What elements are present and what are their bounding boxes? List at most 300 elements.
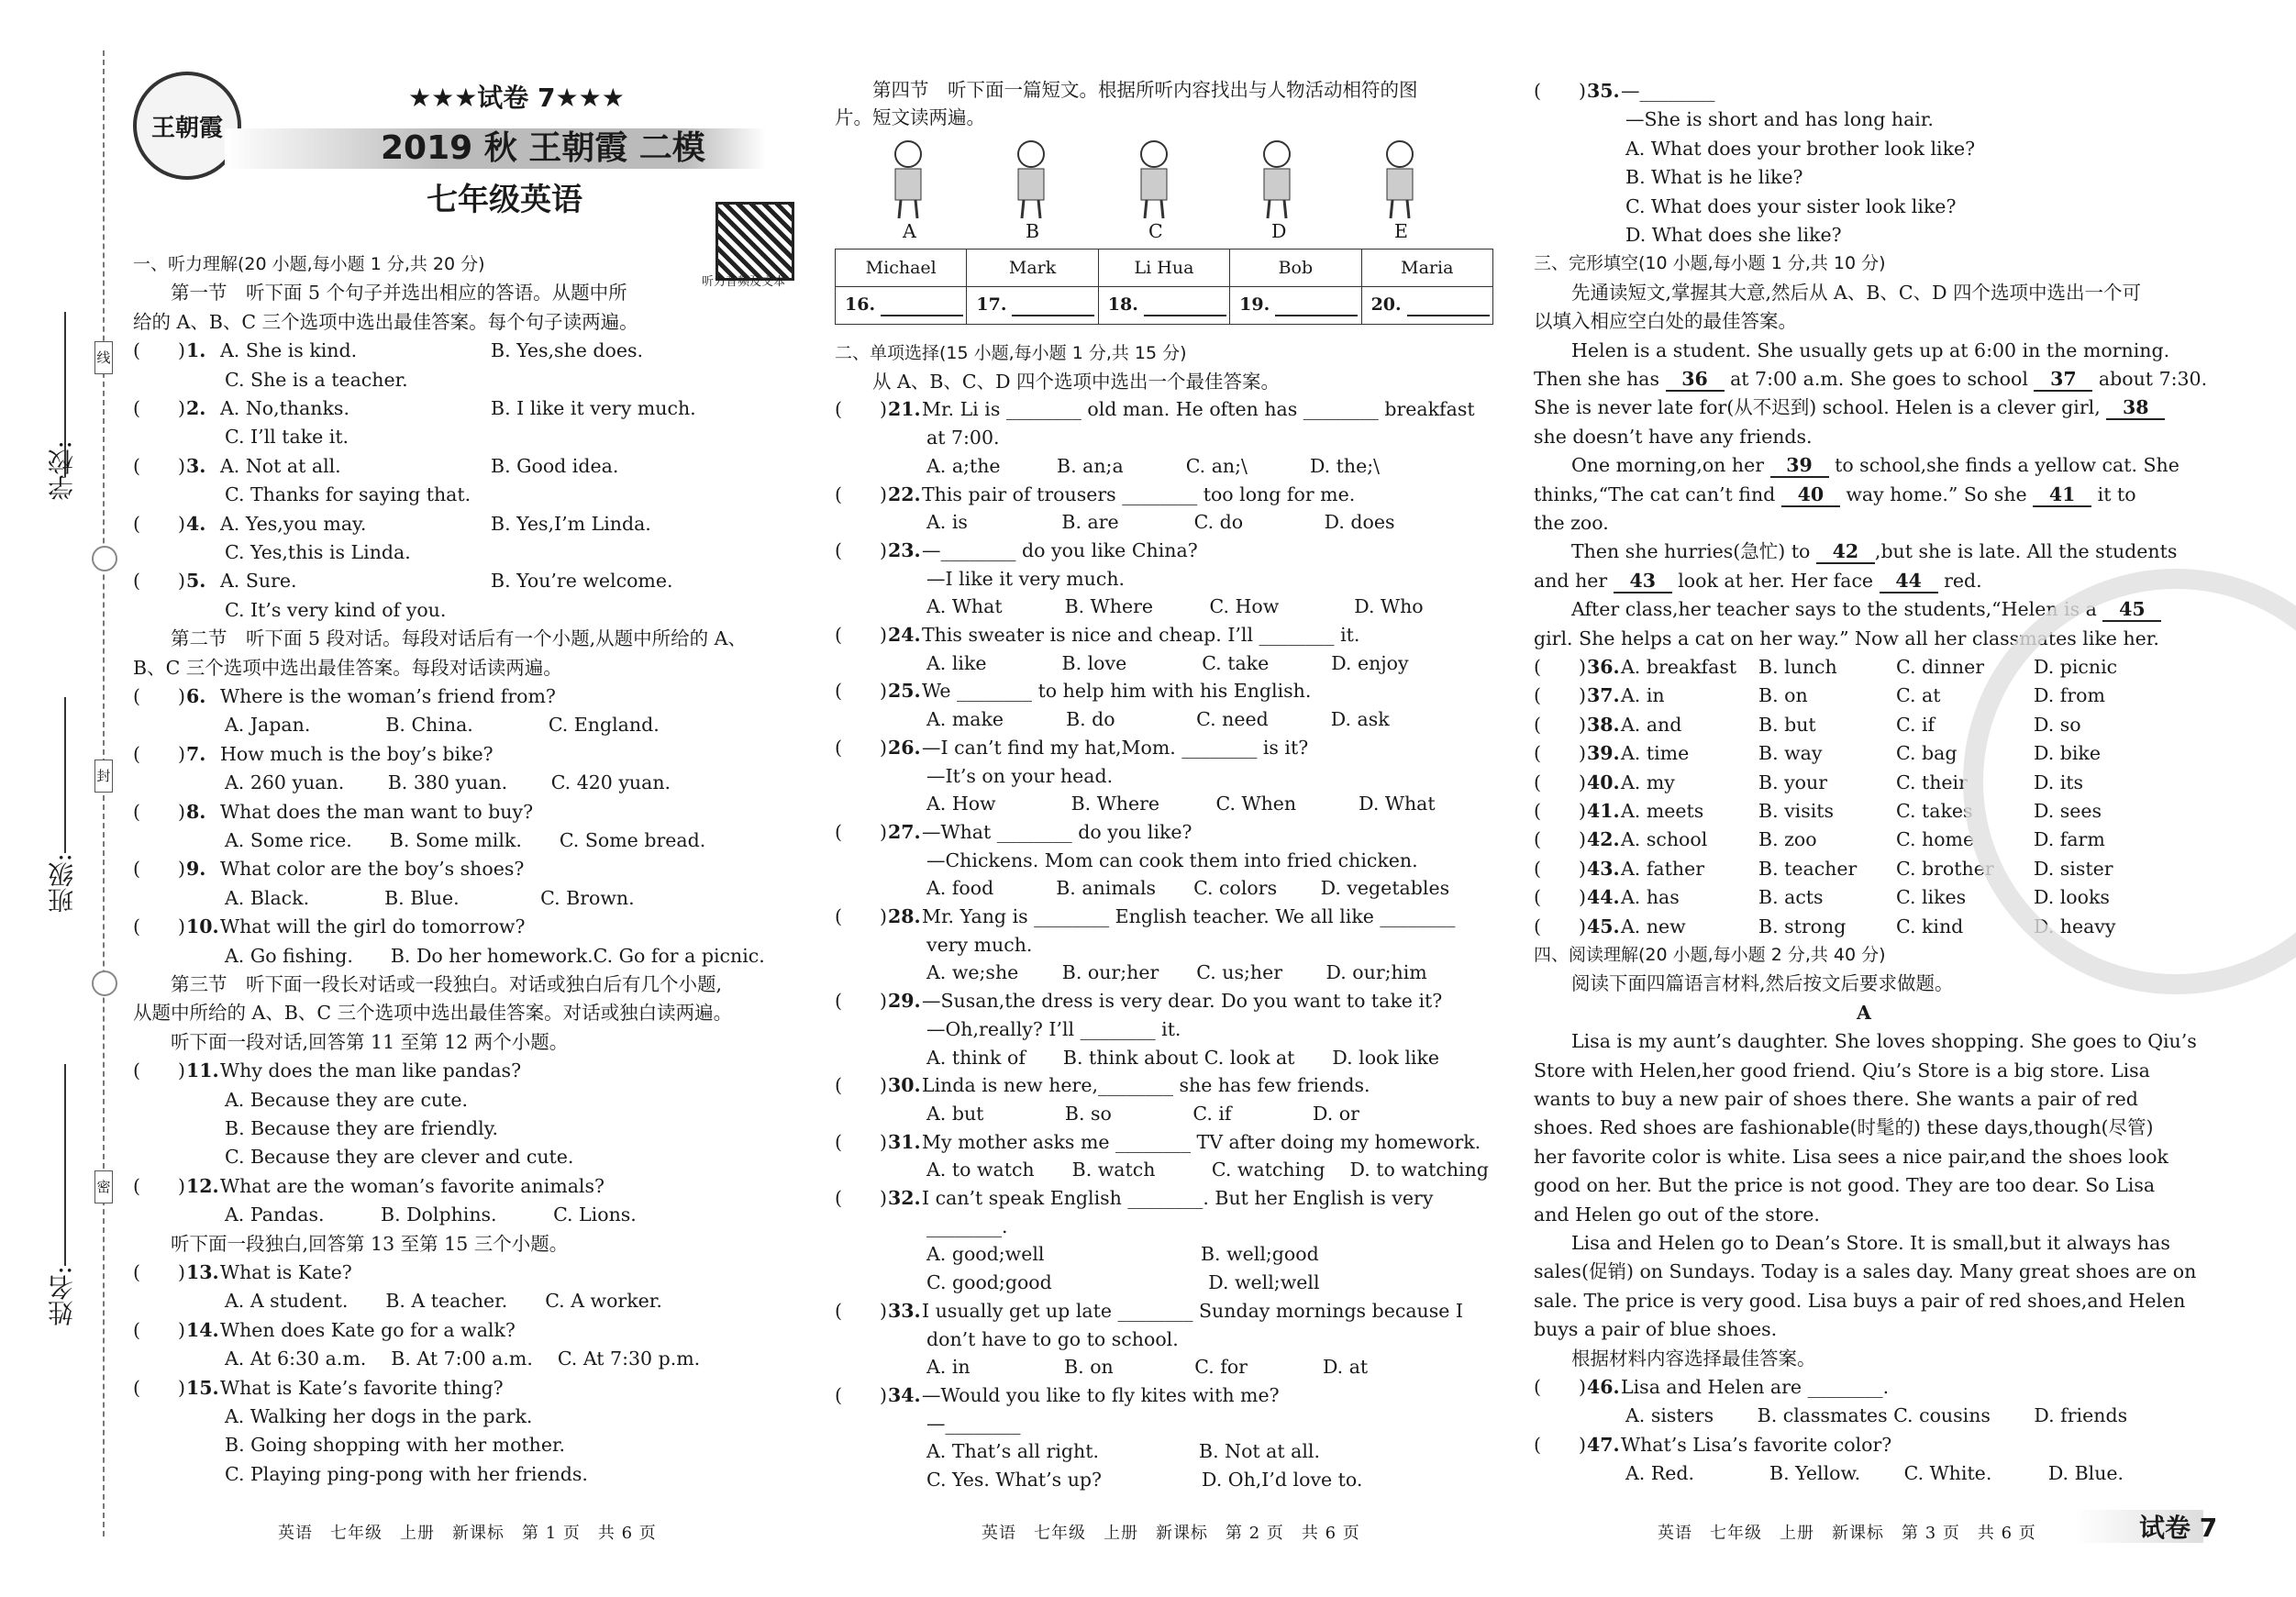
- text-line: her favorite color is white. Lisa sees a nice pair,and the shoes look: [1534, 1145, 2168, 1168]
- option-text: D. its: [2034, 771, 2084, 793]
- cloze-blank[interactable]: 36: [1666, 368, 1725, 392]
- matching-name-cell: Michael: [836, 250, 967, 287]
- matching-answer-cell[interactable]: [1098, 287, 1229, 325]
- question-number: 28.: [888, 905, 921, 927]
- question-text: —I can’t find my hat,Mom. ________ is it?: [922, 736, 1309, 759]
- matching-answer-cell[interactable]: [1361, 287, 1492, 325]
- question-number: 46.: [1587, 1376, 1620, 1398]
- answer-bracket[interactable]: ( ): [133, 512, 185, 535]
- answer-number: 17.: [976, 294, 1007, 315]
- seal-circle: [92, 970, 117, 996]
- text-line: A. Pandas. B. Dolphins. C. Lions.: [225, 1203, 637, 1226]
- text-line: Lisa and Helen go to Dean’s Store. It is small,but it always has: [1534, 1232, 2170, 1254]
- picture-label: A: [903, 220, 916, 242]
- option-text: C. at: [1896, 684, 1941, 707]
- option-text: C. if: [1896, 713, 1936, 736]
- text-line: ________.: [926, 1214, 1008, 1237]
- question-text: What color are the boy’s shoes?: [220, 858, 525, 881]
- option-text: A. in: [1621, 684, 1665, 707]
- question-number: 36.: [1587, 656, 1620, 678]
- question-number: 13.: [186, 1261, 219, 1283]
- text-line: B、C 三个选项中选出最佳答案。每段对话读两遍。: [133, 656, 562, 679]
- text-line: A. That’s all right. B. Not at all.: [926, 1440, 1320, 1463]
- answer-bracket[interactable]: ( ): [835, 482, 887, 505]
- answer-number: 19.: [1239, 294, 1270, 315]
- text-line: C. Playing ping-pong with her friends.: [225, 1462, 588, 1485]
- text-line: sale. The price is very good. Lisa buys a pair of red shoes,and Helen: [1534, 1289, 2186, 1312]
- question-text: A. Not at all.: [220, 454, 341, 477]
- answer-bracket[interactable]: ( ): [133, 915, 185, 938]
- text-line: 第二节 听下面 5 段对话。每段对话后有一个小题,从题中所给的 A、: [133, 627, 747, 650]
- cloze-blank[interactable]: 43: [1614, 570, 1672, 593]
- matching-name-cell: Mark: [967, 250, 1098, 287]
- paper-subtitle: 七年级英语: [427, 182, 582, 218]
- matching-answer-cell[interactable]: [967, 287, 1098, 325]
- text-line: A. like B. love C. take D. enjoy: [926, 651, 1409, 674]
- option-text: C. dinner: [1896, 656, 1985, 678]
- question-text: How much is the boy’s bike?: [220, 742, 494, 765]
- question-text: My mother asks me ________ TV after doing my homework.: [922, 1130, 1481, 1153]
- cloze-text: Helen is a student. She usually gets up at 6:00 in the morning.: [1534, 338, 2170, 361]
- option-text: B. zoo: [1758, 828, 1817, 851]
- name-label: 姓名:: [47, 1266, 77, 1326]
- section-heading: 二、单项选择(15 小题,每小题 1 分,共 15 分): [835, 343, 1187, 363]
- text-line: B. Going shopping with her mother.: [225, 1434, 566, 1457]
- cloze-line: [1534, 483, 2136, 507]
- answer-bracket[interactable]: ( ): [133, 1174, 185, 1197]
- question-number: 38.: [1587, 713, 1620, 736]
- text-line: B. What is he like?: [1625, 166, 1803, 189]
- question-number: 41.: [1587, 800, 1620, 822]
- section-heading: 四、阅读理解(20 小题,每小题 2 分,共 40 分): [1534, 945, 1886, 965]
- text-line: A. How B. Where C. When D. What: [926, 793, 1436, 815]
- cloze-text: look at her. Her face: [1671, 569, 1880, 592]
- option-text: B. Good idea.: [491, 454, 619, 477]
- cloze-text: ,but she is late. All the students: [1874, 540, 2178, 563]
- option-text: B. acts: [1758, 886, 1824, 909]
- text-line: C. What does your sister look like?: [1625, 194, 1957, 217]
- question-number: 42.: [1587, 828, 1620, 851]
- footer-page-3: 英语 七年级 上册 新课标 第 3 页 共 6 页: [1658, 1524, 2036, 1543]
- text-line: 从 A、B、C、D 四个选项中选出一个最佳答案。: [835, 370, 1281, 393]
- question-text: What will the girl do tomorrow?: [220, 915, 526, 938]
- text-line: A. Walking her dogs in the park.: [225, 1405, 533, 1427]
- option-text: D. farm: [2034, 828, 2105, 851]
- option-text: D. so: [2034, 713, 2081, 736]
- text-line: A. 260 yuan. B. 380 yuan. C. 420 yuan.: [225, 771, 671, 794]
- answer-bracket[interactable]: ( ): [835, 538, 887, 561]
- text-line: Store with Helen,her good friend. Qiu’s Store is a big store. Lisa: [1534, 1059, 2150, 1081]
- question-text: We ________ to help him with his English.: [922, 680, 1312, 703]
- cloze-text: way home.” So she: [1839, 482, 2034, 505]
- text-line: A. A student. B. A teacher. C. A worker.: [225, 1290, 662, 1313]
- seal-word-line: 线: [94, 341, 113, 374]
- option-text: B. visits: [1758, 800, 1835, 822]
- text-line: C. good;good D. well;well: [926, 1271, 1320, 1294]
- question-number: 34.: [888, 1383, 921, 1406]
- brand-logo: 王朝霞: [133, 72, 241, 180]
- option-text: A. father: [1621, 857, 1705, 880]
- seal-circle: [92, 546, 117, 571]
- question-number: 4.: [186, 512, 206, 535]
- question-number: 43.: [1587, 857, 1620, 880]
- question-number: 47.: [1587, 1433, 1620, 1456]
- text-line: 根据材料内容选择最佳答案。: [1534, 1347, 1816, 1370]
- class-label: 班级:: [47, 853, 77, 914]
- text-line: A. Japan. B. China. C. England.: [225, 714, 660, 737]
- text-line: A: [1857, 1001, 1871, 1024]
- question-number: 3.: [186, 454, 206, 477]
- text-line: —She is short and has long hair.: [1625, 108, 1934, 131]
- question-text: A. No,thanks.: [220, 397, 349, 419]
- picture-label: D: [1271, 220, 1287, 242]
- answer-bracket[interactable]: ( ): [1534, 857, 1586, 880]
- option-text: B. Yes,I’m Linda.: [491, 512, 651, 535]
- answer-bracket[interactable]: ( ): [133, 1376, 185, 1399]
- cloze-blank[interactable]: 44: [1880, 570, 1938, 593]
- option-text: A. has: [1621, 886, 1680, 909]
- cloze-text: thinks,“The cat can’t find: [1534, 482, 1781, 505]
- option-text: A. school: [1621, 828, 1708, 851]
- question-text: Where is the woman’s friend from?: [220, 685, 556, 707]
- question-text: Linda is new here,________ she has few friends.: [922, 1074, 1370, 1097]
- answer-bracket[interactable]: ( ): [1534, 771, 1586, 793]
- answer-bracket[interactable]: ( ): [1534, 684, 1586, 707]
- text-line: C. Yes. What’s up? D. Oh,I’d love to.: [926, 1469, 1363, 1491]
- answer-bracket[interactable]: ( ): [835, 1299, 887, 1322]
- cloze-line: [1534, 454, 2180, 478]
- answer-bracket[interactable]: ( ): [1534, 1376, 1586, 1398]
- question-number: 32.: [888, 1187, 921, 1209]
- question-number: 30.: [888, 1074, 921, 1097]
- text-line: 听下面一段对话,回答第 11 至第 12 两个小题。: [133, 1030, 569, 1053]
- option-text: D. sees: [2034, 800, 2102, 822]
- person-illustration: [1249, 138, 1304, 220]
- option-text: D. looks: [2034, 886, 2110, 909]
- footer-page-1: 英语 七年级 上册 新课标 第 1 页 共 6 页: [278, 1524, 657, 1543]
- question-text: Mr. Li is ________ old man. He often has ________ breakfast: [922, 398, 1475, 421]
- option-text: B. teacher: [1758, 857, 1858, 880]
- question-number: 1.: [186, 339, 206, 362]
- cloze-text: and her: [1534, 569, 1614, 592]
- cloze-blank[interactable]: 41: [2033, 483, 2091, 507]
- text-line: A. sisters B. classmates C. cousins D. friends: [1625, 1404, 2128, 1427]
- question-number: 35.: [1587, 80, 1620, 102]
- question-text: A. Yes,you may.: [220, 512, 367, 535]
- answer-bracket[interactable]: ( ): [133, 742, 185, 765]
- option-text: C. likes: [1896, 886, 1967, 909]
- picture-label: C: [1148, 220, 1163, 242]
- question-number: 10.: [186, 915, 219, 938]
- section4-intro: 片。短文读两遍。: [835, 106, 985, 128]
- question-text: I usually get up late ________ Sunday mornings because I: [922, 1299, 1464, 1322]
- text-line: 第三节 听下面一段长对话或一段独白。对话或独白后有几个小题,: [133, 973, 723, 995]
- cloze-text: Then she hurries(急忙) to: [1534, 540, 1816, 563]
- answer-bracket[interactable]: ( ): [133, 397, 185, 419]
- question-number: 2.: [186, 397, 206, 419]
- option-text: A. meets: [1621, 800, 1704, 822]
- cloze-text: After class,her teacher says to the students,“Helen is a: [1534, 598, 2103, 621]
- answer-bracket[interactable]: ( ): [1534, 915, 1586, 937]
- answer-bracket[interactable]: ( ): [1534, 828, 1586, 851]
- cloze-text: she doesn’t have any friends.: [1534, 425, 1813, 448]
- footer-badge: 试卷 7: [2139, 1513, 2218, 1543]
- cloze-text: One morning,on her: [1534, 454, 1770, 477]
- option-text: B. Yes,she does.: [491, 339, 644, 362]
- seal-word-seal: 封: [94, 760, 113, 793]
- answer-bracket[interactable]: ( ): [133, 570, 185, 593]
- answer-bracket[interactable]: ( ): [133, 1261, 185, 1283]
- question-number: 12.: [186, 1174, 219, 1197]
- cloze-text: red.: [1937, 569, 1982, 592]
- option-text: D. heavy: [2034, 915, 2116, 937]
- paper-title: 2019 秋 王朝霞 二模: [381, 129, 705, 167]
- cloze-line: [1534, 540, 2177, 564]
- name-field[interactable]: [64, 1064, 66, 1266]
- option-text: C. kind: [1896, 915, 1964, 937]
- text-line: 从题中所给的 A、B、C 三个选项中选出最佳答案。对话或独白读两遍。: [133, 1002, 733, 1025]
- answer-bracket[interactable]: ( ): [835, 736, 887, 759]
- seal-word-secret: 密: [94, 1170, 113, 1203]
- question-text: —________: [1621, 80, 1715, 102]
- cloze-line: [1534, 396, 2165, 420]
- option-text: A. breakfast: [1621, 656, 1737, 678]
- cloze-blank[interactable]: 45: [2102, 598, 2161, 622]
- cloze-blank[interactable]: 40: [1781, 483, 1840, 507]
- option-text: A. my: [1621, 771, 1675, 793]
- class-field[interactable]: [64, 697, 66, 853]
- question-text: —________ do you like China?: [922, 538, 1198, 561]
- option-text: B. I like it very much.: [491, 397, 696, 419]
- option-text: D. from: [2034, 684, 2105, 707]
- option-text: A. time: [1621, 742, 1690, 765]
- answer-blank[interactable]: [1275, 294, 1358, 316]
- option-text: B. but: [1758, 713, 1816, 736]
- text-line: —I like it very much.: [926, 567, 1126, 590]
- answer-bracket[interactable]: ( ): [835, 1187, 887, 1209]
- cloze-text: at 7:00 a.m. She goes to school: [1724, 368, 2035, 390]
- person-illustration: [881, 138, 936, 220]
- question-number: 44.: [1587, 886, 1620, 909]
- cloze-text: about 7:30.: [2092, 368, 2208, 390]
- question-number: 33.: [888, 1299, 921, 1322]
- question-text: I can’t speak English ________. But her English is very: [922, 1187, 1434, 1209]
- text-line: 听下面一段独白,回答第 13 至第 15 三个小题。: [133, 1232, 569, 1255]
- text-line: sales(促销) on Sundays. Today is a sales day. Many great shoes are on: [1534, 1260, 2197, 1283]
- text-line: A. a;the B. an;a C. an;\ D. the;\: [926, 454, 1381, 477]
- text-line: 先通读短文,掌握其大意,然后从 A、B、C、D 四个选项中选出一个可: [1534, 281, 2142, 304]
- text-line: don’t have to go to school.: [926, 1327, 1179, 1350]
- option-text: B. way: [1758, 742, 1823, 765]
- text-line: A. to watch B. watch C. watching D. to watching: [926, 1159, 1489, 1181]
- answer-bracket[interactable]: ( ): [835, 398, 887, 421]
- picture-label: B: [1026, 220, 1040, 242]
- answer-bracket[interactable]: ( ): [1534, 800, 1586, 822]
- answer-bracket[interactable]: ( ): [835, 1074, 887, 1097]
- cloze-text: it to: [2091, 482, 2136, 505]
- question-number: 40.: [1587, 771, 1620, 793]
- answer-number: 20.: [1370, 294, 1402, 315]
- text-line: C. Because they are clever and cute.: [225, 1146, 574, 1169]
- answer-bracket[interactable]: ( ): [835, 1383, 887, 1406]
- cloze-blank[interactable]: 39: [1770, 454, 1829, 478]
- text-line: A. good;well B. well;good: [926, 1243, 1319, 1266]
- cloze-blank[interactable]: 38: [2106, 396, 2165, 420]
- text-line: —It’s on your head.: [926, 764, 1114, 787]
- option-text: B. strong: [1758, 915, 1847, 937]
- text-line: shoes. Red shoes are fashionable(时髦的) these days,though(尽管): [1534, 1116, 2154, 1139]
- matching-answer-cell[interactable]: [836, 287, 967, 325]
- text-line: 第一节 听下面 5 个句子并选出相应的答语。从题中所: [133, 282, 627, 305]
- answer-bracket[interactable]: ( ): [835, 624, 887, 646]
- question-text: This pair of trousers ________ too long for me.: [922, 482, 1356, 505]
- picture-label: E: [1394, 220, 1408, 242]
- text-line: 阅读下面四篇语言材料,然后按文后要求做题。: [1534, 972, 1954, 995]
- text-line: 以填入相应空白处的最佳答案。: [1534, 310, 1797, 333]
- answer-bracket[interactable]: ( ): [1534, 713, 1586, 736]
- question-number: 6.: [186, 685, 206, 707]
- answer-blank[interactable]: [1407, 294, 1490, 316]
- section-heading: 三、完形填空(10 小题,每小题 1 分,共 10 分): [1534, 253, 1886, 274]
- text-line: C. She is a teacher.: [225, 368, 408, 391]
- option-text: C. their: [1896, 771, 1968, 793]
- question-text: Why does the man like pandas?: [220, 1059, 522, 1082]
- answer-bracket[interactable]: ( ): [133, 454, 185, 477]
- question-number: 22.: [888, 482, 921, 505]
- question-number: 9.: [186, 858, 206, 881]
- text-line: A. Some rice. B. Some milk. C. Some bread.: [225, 829, 706, 851]
- option-text: A. new: [1621, 915, 1686, 937]
- question-number: 8.: [186, 800, 206, 823]
- answer-bracket[interactable]: ( ): [133, 858, 185, 881]
- answer-bracket[interactable]: ( ): [835, 905, 887, 927]
- text-line: A. but B. so C. if D. or: [926, 1102, 1359, 1125]
- question-number: 25.: [888, 680, 921, 703]
- question-text: Lisa and Helen are ________.: [1621, 1376, 1890, 1398]
- option-text: D. sister: [2034, 857, 2113, 880]
- answer-bracket[interactable]: ( ): [1534, 742, 1586, 765]
- question-number: 45.: [1587, 915, 1620, 937]
- text-line: D. What does she like?: [1625, 224, 1842, 246]
- option-text: C. home: [1896, 828, 1975, 851]
- text-line: A. make B. do C. need D. ask: [926, 708, 1390, 731]
- question-number: 5.: [186, 570, 206, 593]
- qr-code[interactable]: [715, 202, 794, 281]
- text-line: A. What B. Where C. How D. Who: [926, 595, 1424, 618]
- question-number: 29.: [888, 990, 921, 1013]
- question-text: Mr. Yang is ________ English teacher. We all like ________: [922, 905, 1456, 927]
- school-label: 学校:: [47, 440, 77, 501]
- answer-blank[interactable]: [1012, 294, 1094, 316]
- matching-name-cell: Maria: [1361, 250, 1492, 287]
- cloze-blank[interactable]: 37: [2034, 368, 2092, 392]
- text-line: buys a pair of blue shoes.: [1534, 1318, 1778, 1341]
- question-text: A. Sure.: [220, 570, 297, 593]
- question-text: A. She is kind.: [220, 339, 358, 362]
- question-number: 37.: [1587, 684, 1620, 707]
- text-line: A. in B. on C. for D. at: [926, 1356, 1369, 1379]
- person-illustration: [1126, 138, 1181, 220]
- question-text: —Would you like to fly kites with me?: [922, 1383, 1280, 1406]
- answer-blank[interactable]: [881, 294, 963, 316]
- answer-bracket[interactable]: ( ): [133, 1059, 185, 1082]
- cloze-line: [1534, 339, 2169, 361]
- answer-bracket[interactable]: ( ): [1534, 656, 1586, 678]
- text-line: A. At 6:30 a.m. B. At 7:00 a.m. C. At 7:30 p.m.: [225, 1347, 701, 1370]
- answer-bracket[interactable]: ( ): [835, 680, 887, 703]
- question-number: 15.: [186, 1376, 219, 1399]
- text-line: C. I’ll take it.: [225, 426, 349, 449]
- question-text: This sweater is nice and cheap. I’ll ________ it.: [922, 624, 1360, 646]
- answer-number: 16.: [845, 294, 876, 315]
- question-text: What’s Lisa’s favorite color?: [1621, 1433, 1892, 1456]
- text-line: C. Thanks for saying that.: [225, 483, 471, 506]
- option-text: B. lunch: [1758, 656, 1837, 678]
- option-text: C. bag: [1896, 742, 1958, 765]
- text-line: wants to buy a new pair of shoes there. She wants a pair of red: [1534, 1088, 2138, 1110]
- text-line: A. Because they are cute.: [225, 1088, 469, 1111]
- cloze-text: Then she has: [1534, 368, 1666, 390]
- answer-blank[interactable]: [1144, 294, 1226, 316]
- answer-bracket[interactable]: ( ): [133, 685, 185, 707]
- question-number: 23.: [888, 538, 921, 561]
- cloze-blank[interactable]: 42: [1816, 540, 1875, 564]
- answer-bracket[interactable]: ( ): [133, 339, 185, 362]
- text-line: A. Red. B. Yellow. C. White. D. Blue.: [1625, 1462, 2124, 1485]
- person-illustration: [1004, 138, 1059, 220]
- option-text: B. You’re welcome.: [491, 570, 673, 593]
- question-text: —Susan,the dress is very dear. Do you want to take it?: [922, 990, 1443, 1013]
- section-heading: 一、听力理解(20 小题,每小题 1 分,共 20 分): [133, 254, 485, 274]
- question-number: 27.: [888, 820, 921, 843]
- page-2: [835, 0, 1504, 1597]
- cut-line: [103, 50, 105, 1536]
- text-line: A. food B. animals C. colors D. vegetables: [926, 877, 1450, 900]
- question-text: What are the woman’s favorite animals?: [220, 1174, 605, 1197]
- option-text: D. bike: [2034, 742, 2101, 765]
- text-line: good on her. But the price is not good. They are too dear. So Lisa: [1534, 1174, 2156, 1197]
- page-1: [133, 0, 798, 1597]
- text-line: very much.: [926, 933, 1033, 956]
- answer-bracket[interactable]: ( ): [1534, 80, 1586, 102]
- cloze-line: [1534, 512, 1609, 534]
- answer-bracket[interactable]: ( ): [835, 990, 887, 1013]
- answer-bracket[interactable]: ( ): [133, 1318, 185, 1341]
- option-text: A. and: [1621, 713, 1682, 736]
- text-line: —Chickens. Mom can cook them into fried chicken.: [926, 848, 1418, 871]
- cloze-text: She is never late for(从不迟到) school. Helen is a clever girl,: [1534, 396, 2107, 419]
- answer-number: 18.: [1107, 294, 1138, 315]
- question-text: What is Kate?: [220, 1261, 352, 1283]
- answer-bracket[interactable]: ( ): [835, 820, 887, 843]
- answer-bracket[interactable]: ( ): [835, 1130, 887, 1153]
- answer-bracket[interactable]: ( ): [133, 800, 185, 823]
- answer-bracket[interactable]: ( ): [1534, 886, 1586, 909]
- section4-intro: 第四节 听下面一篇短文。根据所听内容找出与人物活动相符的图: [835, 79, 1418, 101]
- qr-caption: 听力音频及文本: [702, 275, 786, 289]
- question-number: 14.: [186, 1318, 219, 1341]
- question-number: 31.: [888, 1130, 921, 1153]
- cloze-text: the zoo.: [1534, 512, 1609, 534]
- answer-bracket[interactable]: ( ): [1534, 1433, 1586, 1456]
- cloze-line: [1534, 368, 2207, 392]
- cloze-line: [1534, 426, 1813, 448]
- text-line: and Helen go out of the store.: [1534, 1203, 1820, 1225]
- question-text: When does Kate go for a walk?: [220, 1318, 516, 1341]
- matching-table: [835, 249, 1493, 325]
- matching-answer-cell[interactable]: [1230, 287, 1361, 325]
- text-line: C. Yes,this is Linda.: [225, 541, 411, 563]
